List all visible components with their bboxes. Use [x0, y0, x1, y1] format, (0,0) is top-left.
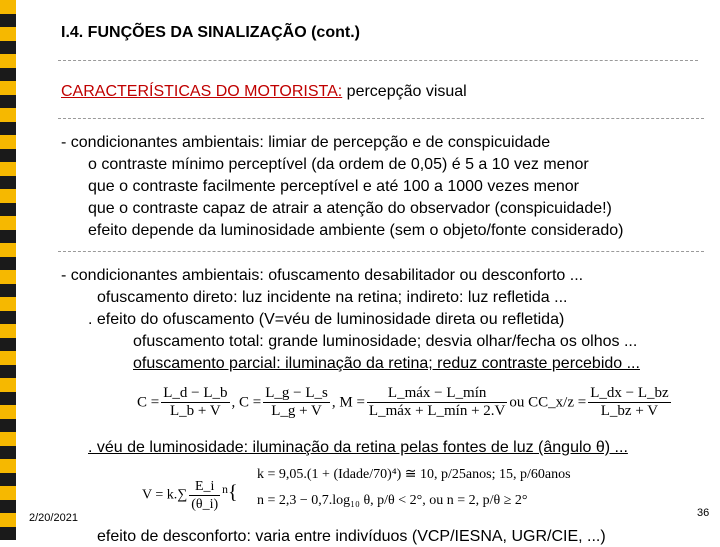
- left-border-stripe: [0, 0, 16, 540]
- slide-title: I.4. FUNÇÕES DA SINALIZAÇÃO (cont.): [61, 24, 360, 41]
- section-heading-highlight: CARACTERÍSTICAS DO MOTORISTA:: [61, 83, 343, 100]
- section-heading-rest: percepção visual: [342, 83, 467, 100]
- block1-line-1: - condicionantes ambientais: limiar de percepção e de conspicuidade: [61, 134, 551, 151]
- block-divider: [58, 251, 704, 252]
- left-brace: {: [227, 481, 238, 504]
- slide-date: 2/20/2021: [29, 512, 78, 524]
- color-contrast-fraction: $\frac{L\_dx - L\_bz}{L\_bz + V}$: [590, 385, 669, 420]
- heading-divider: [58, 118, 704, 119]
- block1-line-2: o contraste mínimo perceptível (da ordem de 0,05) é 5 a 10 vez menor: [88, 156, 589, 173]
- title-divider: [58, 60, 698, 61]
- block2-line-2: ofuscamento direto: luz incidente na retina; indireto: luz refletida ...: [97, 289, 568, 306]
- block1-line-5: efeito depende da luminosidade ambiente (sem o objeto/fonte considerado): [88, 222, 624, 239]
- contrast-formula: C = $\frac{L\_d - L\_b}{L\_b + V}$ , C = $\frac{L\_g - L\_s}{L\_g + V}$ , M = $\frac{\text{L\_máx − L\_mín}}{\text{L\_máx + L\_mín + 2.V}}$ ou CC_x/z = $\frac{L\_dx - L\_bz}{L\_bz + V}$: [137, 374, 709, 430]
- modulation-fraction: $\frac{\text{L\_máx − L\_mín}}{\text{L\_máx + L\_mín + 2.V}}$: [368, 385, 506, 420]
- block1-line-3: que o contraste facilmente perceptível e até 100 a 1000 vezes menor: [88, 178, 579, 195]
- veil-luminance-line: . véu de luminosidade: iluminação da retina pelas fontes de luz (ângulo θ) ...: [88, 439, 628, 456]
- block2-line-1: - condicionantes ambientais: ofuscamento desabilitador ou desconforto ...: [61, 267, 584, 284]
- veil-formula-n: n = 2,3 − 0,7.log₁₀ θ, p/θ < 2°, ou n = 2, p/θ ≥ 2°: [257, 493, 528, 508]
- veil-formula-k: k = 9,05.(1 + (Idade/70)⁴) ≅ 10, p/25anos; 15, p/60anos: [257, 467, 571, 482]
- block1-line-4: que o contraste capaz de atrair a atenção do observador (conspicuidade!): [88, 200, 612, 217]
- section-heading: [61, 83, 467, 101]
- block2-line-4: ofuscamento total: grande luminosidade; desvia olhar/fecha os olhos ...: [133, 333, 638, 350]
- block2-line-5: ofuscamento parcial: iluminação da retina; reduz contraste percebido ...: [133, 355, 640, 372]
- veil-formula-lhs: V = k.∑ $\frac{E\_i}{(\theta\_i)}$ $^n${: [142, 479, 238, 512]
- veil-formula: [139, 456, 701, 520]
- slide-number: 36: [697, 507, 710, 519]
- contrast-fraction-1: $\frac{L\_d - L\_b}{L\_b + V}$: [163, 385, 228, 420]
- discomfort-line: efeito de desconforto: varia entre indivíduos (VCP/IESNA, UGR/CIE, ...): [97, 528, 606, 545]
- block2-line-3: . efeito do ofuscamento (V=véu de luminosidade direta ou refletida): [88, 311, 565, 328]
- contrast-fraction-2: $\frac{L\_g - L\_s}{L\_g + V}$: [265, 385, 328, 420]
